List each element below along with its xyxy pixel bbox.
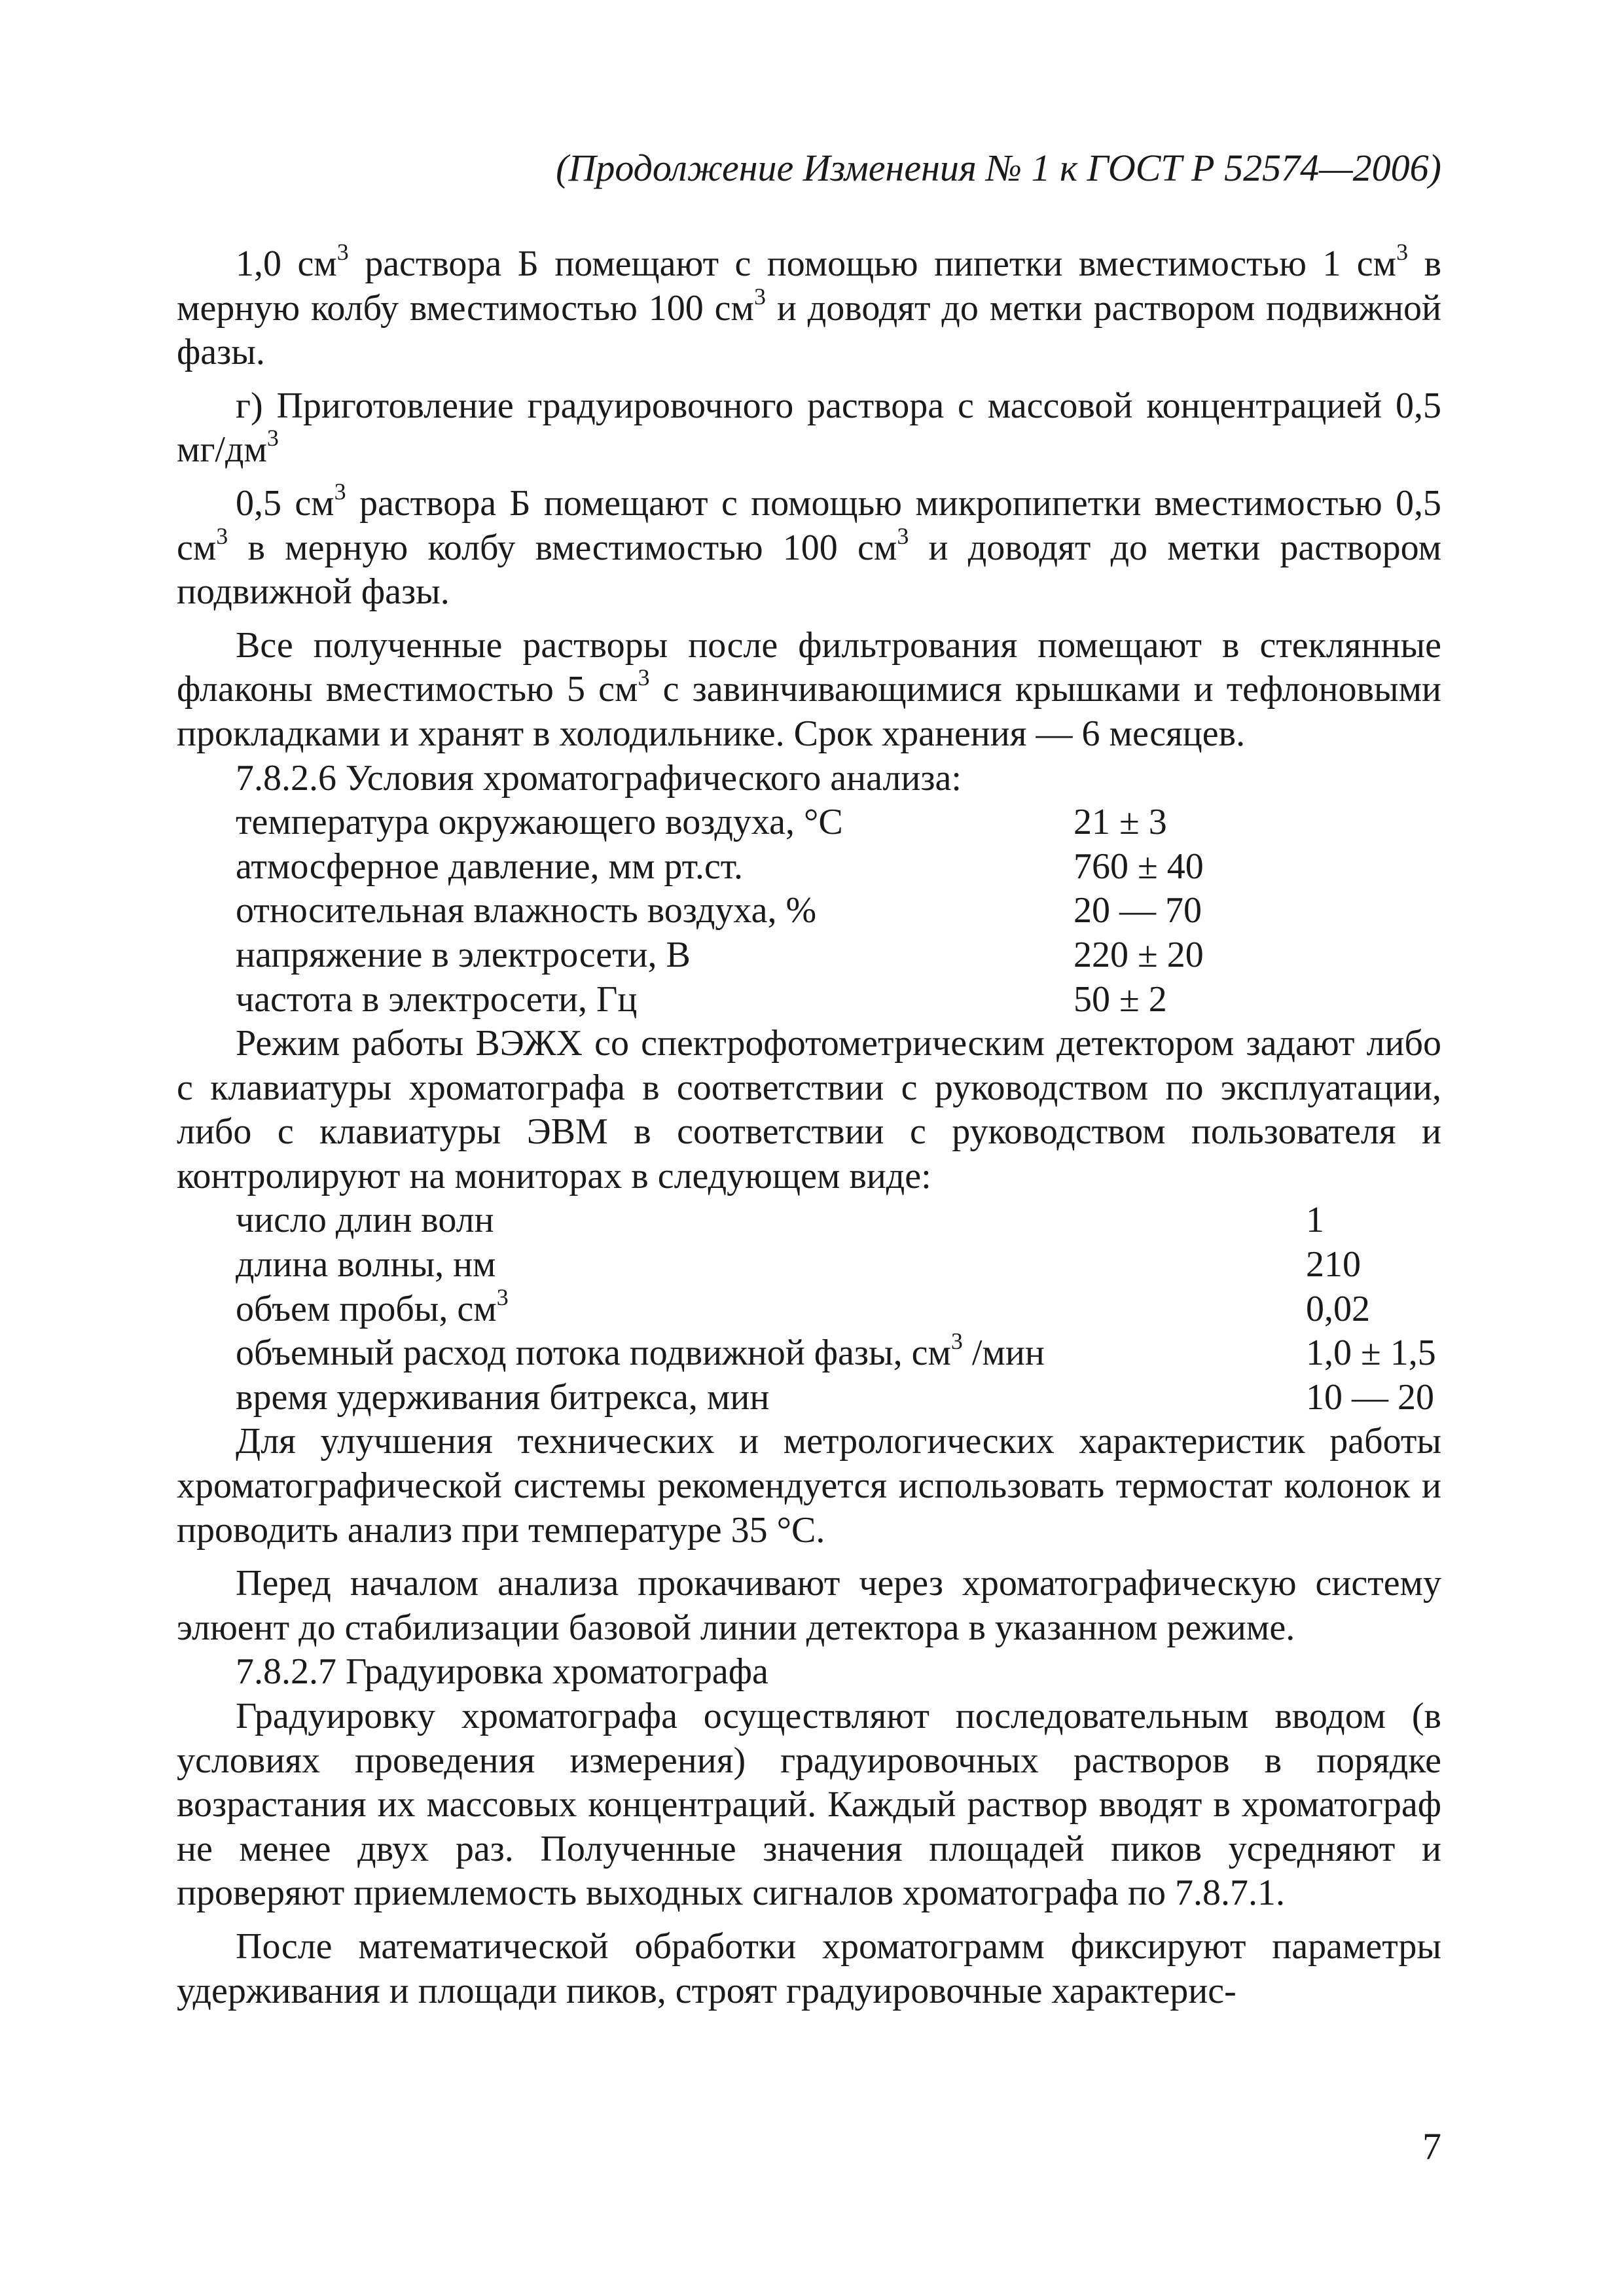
table-row: частота в электросети, Гц 50 ± 2: [236, 978, 1167, 1020]
body-text: [177, 239, 1442, 2013]
page-number: 7: [1422, 2125, 1441, 2168]
table-row: объем пробы, $см^3$ 0,02: [236, 1283, 1370, 1329]
page-header: (Продолжение Изменения № 1 к ГОСТ Р 52574—2006): [556, 147, 1441, 189]
section-heading-7827: 7.8.2.7 Градуировка хроматографа: [236, 1651, 768, 1693]
paragraph-eluent: Перед началом анализа прокачивают через хроматографическую систему элюент до стабилизации базовой линии детектора в указанном режиме.: [177, 1563, 1441, 1648]
table-row: длина волны, нм 210: [236, 1244, 1361, 1285]
table-row: атмосферное давление, мм рт.ст. 760 ± 40: [236, 846, 1204, 887]
paragraph-processing: После математической обработки хроматограмм фиксируют параметры удерживания и площади пиков, строят градуировочные характерис-: [177, 1926, 1441, 2011]
conditions-table: [177, 800, 1441, 1022]
table-row: число длин волн 1: [236, 1200, 1324, 1241]
paragraph-calibration: Градуировку хроматографа осуществляют последовательным вводом (в условиях проведения измерения) градуировочных растворов в порядке возрастания их массовых концентраций. Каждый раствор вводят в хроматограф не менее двух раз. Полученные значения площадей пиков усредняют и проверяют приемлемость выходных сигналов хроматографа по 7.8.7.1.: [177, 1696, 1441, 1914]
table-row: напряжение в электросети, В 220 ± 20: [236, 934, 1204, 975]
parameters-table: [177, 1198, 1441, 1420]
table-row: время удерживания битрекса, мин 10 — 20: [236, 1376, 1434, 1418]
paragraph-operating-mode: Режим работы ВЭЖХ со спектрофотометрическим детектором задают либо с клавиатуры хроматографа в соответствии с руководством по эксплуатации, либо с клавиатуры ЭВМ в соответствии с руководством пользователя и контролируют на мониторах в следующем виде:: [177, 1023, 1441, 1196]
paragraph-solution-1mg: 1,0 $см^3$ раствора Б помещают с помощью пипетки вместимостью 1 $см^3$ в мерную колбу вместимостью 100 $см^3$ и доводят до метки раствором подвижной фазы.: [177, 239, 1442, 373]
paragraph-preparation-g: г) Приготовление градуировочного раствора с массовой концентрацией 0,5 $мг/дм^3$: [177, 385, 1441, 471]
paragraph-storage: Все полученные растворы после фильтрования помещают в стеклянные флаконы вместимостью 5 $см^3$ с завинчивающимися крышками и тефлоновыми прокладками и хранят в холодильнике. Срок хранения — 6 месяцев.: [177, 624, 1441, 754]
table-row: температура окружающего воздуха, °С 21 ± 3: [236, 802, 1167, 843]
table-row: объемный расход потока подвижной фазы, $см^3$ /мин 1,0 ± 1,5: [236, 1328, 1436, 1374]
table-row: относительная влажность воздуха, % 20 — 70: [236, 890, 1202, 931]
paragraph-thermostat: Для улучшения технических и метрологических характеристик работы хроматографической системы рекомендуется использовать термостат колонок и проводить анализ при температуре 35 °С.: [177, 1421, 1441, 1551]
paragraph-solution-05mg: 0,5 $см^3$ раствора Б помещают с помощью микропипетки вместимостью 0,5 $см^3$ в мерную колбу вместимостью 100 $см^3$ и доводят до метки раствором подвижной фазы.: [177, 478, 1442, 613]
section-heading-7826: 7.8.2.6 Условия хроматографического анализа:: [236, 757, 962, 798]
